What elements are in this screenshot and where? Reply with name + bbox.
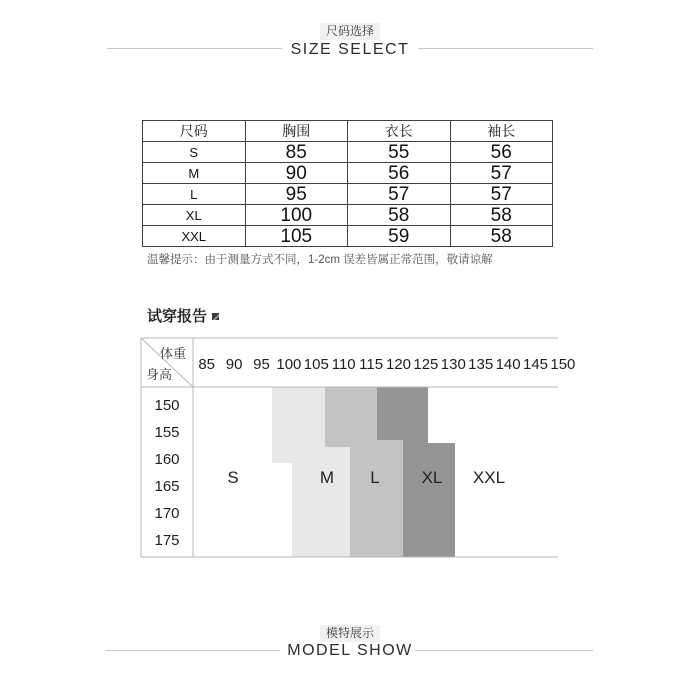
table-row bbox=[143, 226, 553, 247]
table-cell: M bbox=[143, 163, 246, 184]
size-table-col-header: 尺码 bbox=[143, 121, 246, 142]
size-select-header bbox=[0, 22, 700, 40]
weight-tick: 100 bbox=[276, 356, 302, 373]
size-label-XXL: XXL bbox=[472, 468, 506, 487]
weight-tick: 140 bbox=[495, 356, 521, 373]
table-cell: 57 bbox=[348, 184, 451, 205]
size-table-wrap bbox=[142, 120, 553, 247]
model-show-header bbox=[0, 624, 700, 642]
size-table-col-header: 衣长 bbox=[348, 121, 451, 142]
table-cell: 58 bbox=[348, 205, 451, 226]
y-axis-label: 身高 bbox=[146, 367, 173, 382]
table-cell: 57 bbox=[450, 163, 553, 184]
measure-note: 温馨提示：由于测量方式不同，1-2cm 误差皆属正常范围，敬请谅解 bbox=[147, 254, 493, 266]
weight-tick: 150 bbox=[550, 356, 576, 373]
size-table-col-header: 袖长 bbox=[450, 121, 553, 142]
weight-tick: 120 bbox=[385, 356, 412, 373]
fit-report-heading bbox=[147, 305, 219, 326]
table-row bbox=[143, 163, 553, 184]
height-tick: 160 bbox=[154, 451, 180, 468]
table-cell: S bbox=[143, 142, 246, 163]
table-cell: 59 bbox=[348, 226, 451, 247]
size-table-col-header: 胸围 bbox=[245, 121, 348, 142]
weight-tick: 110 bbox=[331, 356, 356, 373]
x-axis-label: 体重 bbox=[159, 346, 186, 361]
table-cell: 95 bbox=[245, 184, 348, 205]
height-tick: 175 bbox=[154, 532, 180, 549]
weight-tick: 85 bbox=[198, 356, 216, 373]
height-tick: 155 bbox=[154, 424, 180, 441]
size-table bbox=[142, 120, 553, 247]
table-cell: XL bbox=[143, 205, 246, 226]
fit-report-chart bbox=[130, 330, 590, 570]
height-tick: 150 bbox=[154, 397, 180, 414]
weight-tick: 95 bbox=[253, 356, 270, 373]
report-badge-icon bbox=[212, 313, 219, 320]
size-label-M: M bbox=[319, 468, 335, 487]
weight-tick: 145 bbox=[522, 356, 549, 373]
weight-tick: 105 bbox=[303, 356, 329, 373]
table-cell: 57 bbox=[450, 184, 553, 205]
table-cell: 56 bbox=[348, 163, 451, 184]
size-select-chip: 尺码选择 bbox=[320, 23, 380, 40]
size-table-header-row bbox=[143, 121, 553, 142]
weight-tick: 130 bbox=[440, 356, 466, 373]
fit-report-title: 试穿报告 bbox=[147, 308, 208, 325]
table-row bbox=[143, 205, 553, 226]
header-line-left bbox=[107, 48, 282, 49]
weight-tick: 135 bbox=[468, 356, 494, 373]
table-row bbox=[143, 184, 553, 205]
height-tick: 165 bbox=[154, 478, 180, 495]
table-cell: 90 bbox=[245, 163, 348, 184]
header-line-right bbox=[418, 48, 593, 49]
size-select-title: SIZE SELECT bbox=[290, 41, 410, 58]
model-show-chip: 模特展示 bbox=[320, 625, 380, 642]
table-cell: 58 bbox=[450, 226, 553, 247]
model-show-title: MODEL SHOW bbox=[287, 642, 413, 659]
table-cell: 85 bbox=[245, 142, 348, 163]
footer-line-left bbox=[105, 650, 280, 651]
footer-line-right bbox=[415, 650, 593, 651]
size-label-L: L bbox=[370, 468, 380, 487]
table-row bbox=[143, 142, 553, 163]
table-cell: 58 bbox=[450, 205, 553, 226]
weight-tick: 90 bbox=[225, 356, 243, 373]
table-cell: 55 bbox=[348, 142, 451, 163]
table-cell: L bbox=[143, 184, 246, 205]
table-cell: 105 bbox=[245, 226, 348, 247]
weight-tick: 115 bbox=[359, 356, 384, 373]
table-cell: 100 bbox=[245, 205, 348, 226]
weight-tick: 125 bbox=[413, 356, 439, 373]
table-cell: XXL bbox=[143, 226, 246, 247]
height-tick: 170 bbox=[154, 505, 180, 522]
size-label-XL: XL bbox=[421, 468, 443, 487]
size-label-S: S bbox=[227, 468, 239, 487]
table-cell: 56 bbox=[450, 142, 553, 163]
